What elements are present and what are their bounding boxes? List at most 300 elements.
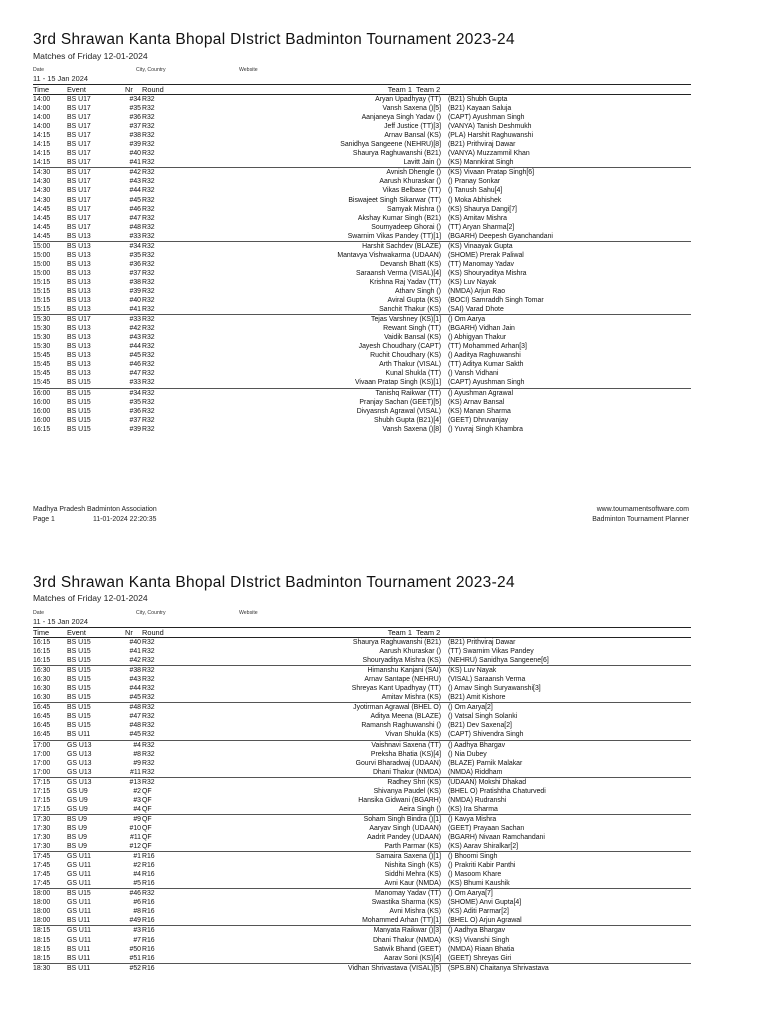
table-row bbox=[33, 665, 691, 675]
match-time: 14:30 bbox=[33, 196, 51, 204]
match-number: #39 bbox=[129, 141, 141, 149]
match-round: R32 bbox=[142, 278, 155, 286]
match-event: BS U13 bbox=[67, 343, 91, 351]
match-time: 14:30 bbox=[33, 169, 51, 177]
match-number: #47 bbox=[129, 370, 141, 378]
match-round: R32 bbox=[142, 196, 155, 204]
match-round: R32 bbox=[142, 759, 155, 767]
match-round: R32 bbox=[142, 214, 155, 222]
table-row bbox=[33, 416, 691, 425]
match-number: #4 bbox=[133, 871, 141, 879]
team-2-player: (KS) Amitav Mishra bbox=[448, 214, 507, 222]
match-event: BS U15 bbox=[67, 722, 91, 730]
team-2-player: (CAPT) Ayushman Singh bbox=[448, 114, 525, 122]
team-1-player: Saraansh Verma (VISAL)[4] bbox=[355, 269, 441, 277]
team-1-player: Shreyas Kant Upadhyay (TT) bbox=[351, 685, 441, 693]
table-row bbox=[33, 740, 691, 750]
team-2-player: () Vansh Vidhani bbox=[448, 370, 499, 378]
match-time: 14:00 bbox=[33, 96, 51, 103]
team-1-player: Avnish Dhengle () bbox=[386, 169, 441, 177]
match-time: 16:15 bbox=[33, 657, 51, 665]
match-number: #39 bbox=[129, 287, 141, 295]
match-event: BS U15 bbox=[67, 713, 91, 721]
match-time: 17:30 bbox=[33, 843, 51, 851]
table-row bbox=[33, 814, 691, 824]
match-time: 16:00 bbox=[33, 407, 51, 415]
team-2-player: (KS) Shaurya Dangi[7] bbox=[448, 205, 517, 213]
match-number: #3 bbox=[133, 796, 141, 804]
match-round: R32 bbox=[142, 416, 155, 424]
team-1-player: Soham Singh Bindra ()[1] bbox=[363, 815, 441, 823]
match-round: R32 bbox=[142, 722, 155, 730]
table-row bbox=[33, 425, 691, 434]
match-round: R32 bbox=[142, 114, 155, 122]
match-round: QF bbox=[142, 843, 152, 851]
match-time: 14:00 bbox=[33, 105, 51, 113]
match-round: R32 bbox=[142, 425, 155, 433]
team-1-player: Ramansh Raghuwanshi () bbox=[361, 722, 441, 730]
team-1-player: Vaishnavi Saxena (TT) bbox=[371, 741, 441, 749]
team-2-player: () Aadhya Bhargav bbox=[448, 927, 506, 935]
match-number: #43 bbox=[129, 676, 141, 684]
match-number: #44 bbox=[129, 187, 141, 195]
team-2-player: (KS) Arnav Bansal bbox=[448, 398, 505, 406]
team-1-player: Vaidik Bansal (KS) bbox=[384, 334, 441, 342]
team-2-player: (TT) Aryan Sharma[2] bbox=[448, 223, 515, 231]
table-row bbox=[33, 407, 691, 416]
match-event: BS U17 bbox=[67, 316, 91, 324]
match-time: 16:15 bbox=[33, 648, 51, 656]
table-row bbox=[33, 730, 691, 739]
match-time: 16:00 bbox=[33, 389, 51, 397]
table-row bbox=[33, 378, 691, 387]
match-round: R32 bbox=[142, 741, 155, 749]
team-1-player: Vivaan Pratap Singh (KS)[1] bbox=[354, 379, 441, 387]
match-number: #41 bbox=[129, 648, 141, 656]
match-round: R32 bbox=[142, 352, 155, 360]
table-row bbox=[33, 656, 691, 665]
table-row bbox=[33, 907, 691, 916]
match-round: R32 bbox=[142, 242, 155, 250]
team-1-player: Ruchit Choudhary (KS) bbox=[370, 352, 441, 360]
match-number: #48 bbox=[129, 704, 141, 712]
match-event: BS U9 bbox=[67, 815, 87, 823]
table-row bbox=[33, 638, 691, 647]
match-time: 14:00 bbox=[33, 123, 51, 131]
table-row bbox=[33, 342, 691, 351]
match-number: #40 bbox=[129, 150, 141, 158]
match-number: #3 bbox=[133, 927, 141, 935]
match-number: #45 bbox=[129, 196, 141, 204]
match-time: 16:30 bbox=[33, 685, 51, 693]
match-event: BS U13 bbox=[67, 251, 91, 259]
col-header-team1: Team 1 bbox=[387, 628, 412, 637]
table-row bbox=[33, 768, 691, 777]
match-round: R32 bbox=[142, 648, 155, 656]
match-number: #7 bbox=[133, 936, 141, 944]
match-time: 15:45 bbox=[33, 379, 51, 387]
match-number: #38 bbox=[129, 132, 141, 140]
table-row bbox=[33, 324, 691, 333]
match-time: 14:00 bbox=[33, 114, 51, 122]
table-row bbox=[33, 925, 691, 935]
match-round: R16 bbox=[142, 862, 155, 870]
team-1-player: Aryan Upadhyay (TT) bbox=[375, 96, 441, 103]
match-event: BS U13 bbox=[67, 232, 91, 240]
team-1-player: Krishna Raj Yadav (TT) bbox=[369, 278, 441, 286]
table-row bbox=[33, 693, 691, 702]
match-time: 16:00 bbox=[33, 416, 51, 424]
match-event: BS U15 bbox=[67, 676, 91, 684]
match-round: R32 bbox=[142, 361, 155, 369]
table-row bbox=[33, 131, 691, 140]
team-1-player: Aadrit Pandey (UDAAN) bbox=[367, 833, 441, 841]
match-round: R32 bbox=[142, 205, 155, 213]
match-time: 15:15 bbox=[33, 287, 51, 295]
team-1-player: Harshit Sachdev (BLAZE) bbox=[362, 242, 441, 250]
match-number: #13 bbox=[129, 778, 141, 786]
match-number: #5 bbox=[133, 880, 141, 888]
team-1-player: Dhani Thakur (NMDA) bbox=[372, 936, 441, 944]
team-2-player: (NMDA) Rudranshi bbox=[448, 796, 507, 804]
match-number: #34 bbox=[129, 242, 141, 250]
team-1-player: Pranjay Sachan (GEET)[5] bbox=[359, 398, 441, 406]
team-2-player: (B21) Dev Saxena[2] bbox=[448, 722, 512, 730]
match-round: R32 bbox=[142, 132, 155, 140]
team-2-player: (VISAL) Saraansh Verma bbox=[448, 676, 526, 684]
match-number: #11 bbox=[130, 833, 141, 841]
team-1-player: Mantavya Vishwakarma (UDAAN) bbox=[337, 251, 441, 259]
team-1-player: Akshay Kumar Singh (B21) bbox=[357, 214, 441, 222]
match-round: R32 bbox=[142, 260, 155, 268]
team-1-player: Soumyadeep Ghorai () bbox=[371, 223, 441, 231]
table-row bbox=[33, 369, 691, 378]
match-number: #44 bbox=[129, 343, 141, 351]
match-event: BS U17 bbox=[67, 178, 91, 186]
team-1-player: Shaurya Raghuwanshi (B21) bbox=[352, 639, 441, 646]
team-2-player: () Yuvraj Singh Khambra bbox=[448, 425, 523, 433]
team-1-player: Shubh Gupta (B21)[4] bbox=[373, 416, 441, 424]
match-event: BS U15 bbox=[67, 704, 91, 712]
team-1-player: Aarush Khuraskar () bbox=[379, 648, 441, 656]
team-2-player: () Om Aarya[2] bbox=[448, 704, 493, 712]
table-row bbox=[33, 702, 691, 712]
team-1-player: Lavitt Jain () bbox=[403, 159, 441, 167]
team-1-player: Arth Thakur (VISAL) bbox=[379, 361, 441, 369]
col-header-team2: Team 2 bbox=[416, 628, 441, 637]
match-number: #40 bbox=[129, 297, 141, 305]
team-1-player: Arnav Santape (NEHRU) bbox=[364, 676, 441, 684]
match-time: 17:30 bbox=[33, 815, 51, 823]
match-round: R16 bbox=[142, 853, 155, 861]
table-row bbox=[33, 232, 691, 241]
team-2-player: (B21) Prithviraj Dawar bbox=[448, 141, 516, 149]
table-row bbox=[33, 223, 691, 232]
table-row bbox=[33, 269, 691, 278]
match-number: #38 bbox=[129, 278, 141, 286]
match-table bbox=[33, 638, 691, 973]
team-1-player: Kunal Shukla (TT) bbox=[385, 370, 441, 378]
team-2-player: () Arnav Singh Suryawanshi[3] bbox=[448, 685, 541, 693]
match-time: 18:15 bbox=[33, 945, 51, 953]
team-2-player: (KS) Vinaayak Gupta bbox=[448, 242, 513, 250]
match-round: R32 bbox=[142, 657, 155, 665]
team-2-player: (SHOME) Anvi Gupta[4] bbox=[448, 899, 522, 907]
table-row bbox=[33, 278, 691, 287]
team-2-player: (KS) Aarav Shiralkar[2] bbox=[448, 843, 519, 851]
match-time: 17:15 bbox=[33, 778, 51, 786]
team-2-player: () Om Aarya[7] bbox=[448, 890, 493, 898]
team-1-player: Atharv Singh () bbox=[395, 287, 441, 295]
match-round: QF bbox=[142, 833, 152, 841]
match-round: R32 bbox=[142, 306, 155, 314]
match-round: R32 bbox=[142, 178, 155, 186]
match-event: BS U15 bbox=[67, 389, 91, 397]
match-round: R32 bbox=[142, 890, 155, 898]
team-2-player: (GEET) Shreyas Giri bbox=[448, 954, 512, 962]
match-round: R32 bbox=[142, 713, 155, 721]
footer-website[interactable]: www.tournamentsoftware.com bbox=[596, 506, 689, 513]
team-2-player: (BGARH) Vidhan Jain bbox=[448, 325, 515, 333]
match-event: BS U13 bbox=[67, 242, 91, 250]
match-time: 18:00 bbox=[33, 917, 51, 925]
match-round: R16 bbox=[142, 908, 155, 916]
team-2-player: (BOCI) Samraddh Singh Tomar bbox=[448, 297, 544, 305]
match-round: QF bbox=[142, 824, 152, 832]
match-event: BS U9 bbox=[67, 824, 87, 832]
team-1-player: Himanshu Kanjani (SAI) bbox=[367, 667, 441, 675]
match-event: BS U9 bbox=[67, 833, 87, 841]
team-2-player: () Vatsal Singh Solanki bbox=[448, 713, 518, 721]
team-1-player: Vikas Belbase (TT) bbox=[382, 187, 441, 195]
match-round: R32 bbox=[142, 269, 155, 277]
match-round: R32 bbox=[142, 639, 155, 646]
table-row bbox=[33, 647, 691, 656]
match-event: BS U15 bbox=[67, 694, 91, 702]
match-event: BS U13 bbox=[67, 297, 91, 305]
match-event: BS U13 bbox=[67, 287, 91, 295]
match-event: GS U13 bbox=[67, 750, 92, 758]
match-round: QF bbox=[142, 796, 152, 804]
match-time: 16:45 bbox=[33, 704, 51, 712]
match-event: BS U17 bbox=[67, 205, 91, 213]
match-event: BS U17 bbox=[67, 214, 91, 222]
matches-subtitle: Matches of Friday 12-01-2024 bbox=[33, 51, 148, 61]
match-number: #2 bbox=[133, 787, 141, 795]
match-time: 16:15 bbox=[33, 639, 51, 646]
team-1-player: Preksha Bhatia (KS)[4] bbox=[370, 750, 441, 758]
team-2-player: (GEET) Prayaan Sachan bbox=[448, 824, 525, 832]
table-row bbox=[33, 287, 691, 296]
match-event: BS U15 bbox=[67, 407, 91, 415]
match-time: 16:15 bbox=[33, 425, 51, 433]
match-number: #12 bbox=[129, 843, 141, 851]
match-event: GS U11 bbox=[67, 862, 91, 870]
match-number: #34 bbox=[129, 389, 141, 397]
table-row bbox=[33, 205, 691, 214]
team-1-player: Vansh Saxena ()[5] bbox=[382, 105, 441, 113]
team-2-player: (SAI) Varad Dhote bbox=[448, 306, 504, 314]
table-row bbox=[33, 360, 691, 369]
table-row bbox=[33, 398, 691, 407]
table-row bbox=[33, 870, 691, 879]
match-number: #42 bbox=[129, 657, 141, 665]
team-2-player: () Nia Dubey bbox=[448, 750, 487, 758]
table-row bbox=[33, 684, 691, 693]
match-event: BS U15 bbox=[67, 657, 91, 665]
match-number: #35 bbox=[129, 105, 141, 113]
team-1-player: Arnav Bansal (KS) bbox=[384, 132, 441, 140]
match-time: 18:15 bbox=[33, 954, 51, 962]
match-time: 15:00 bbox=[33, 242, 51, 250]
team-2-player: () Aadhya Bhargav bbox=[448, 741, 506, 749]
team-2-player: () Kavya Mishra bbox=[448, 815, 497, 823]
match-round: R32 bbox=[142, 123, 155, 131]
match-event: GS U13 bbox=[67, 778, 92, 786]
table-row bbox=[33, 963, 691, 973]
team-2-player: () Prakriti Kabir Panthi bbox=[448, 862, 516, 870]
col-header-event: Event bbox=[67, 628, 86, 637]
team-1-player: Gourvi Bharadwaj (UDAAN) bbox=[355, 759, 441, 767]
team-2-player: (B21) Kayaan Saluja bbox=[448, 105, 512, 113]
table-row bbox=[33, 861, 691, 870]
match-time: 16:30 bbox=[33, 667, 51, 675]
team-2-player: (BHEL O) Arjun Agrawal bbox=[448, 917, 522, 925]
col-header-time: Time bbox=[33, 628, 50, 637]
match-event: GS U11 bbox=[67, 927, 91, 935]
date-range: 11 - 15 Jan 2024 bbox=[33, 617, 88, 626]
match-event: BS U13 bbox=[67, 334, 91, 342]
match-number: #34 bbox=[129, 96, 141, 103]
col-header-round: Round bbox=[142, 628, 164, 637]
team-2-player: (PLA) Harshit Raghuwanshi bbox=[448, 132, 534, 140]
team-1-player: Swastika Sharma (KS) bbox=[371, 899, 441, 907]
match-number: #44 bbox=[129, 685, 141, 693]
match-event: GS U9 bbox=[67, 787, 88, 795]
team-2-player: () Masoom Khare bbox=[448, 871, 502, 879]
match-event: BS U13 bbox=[67, 269, 91, 277]
team-2-player: (KS) Mannkirat Singh bbox=[448, 159, 514, 167]
match-event: BS U15 bbox=[67, 667, 91, 675]
match-event: GS U13 bbox=[67, 741, 92, 749]
team-1-player: Aviral Gupta (KS) bbox=[387, 297, 441, 305]
team-1-player: Radhey Shri (KS) bbox=[387, 778, 441, 786]
table-row bbox=[33, 936, 691, 945]
match-round: R32 bbox=[142, 159, 155, 167]
match-number: #10 bbox=[129, 824, 141, 832]
table-row bbox=[33, 750, 691, 759]
table-row bbox=[33, 851, 691, 861]
team-1-player: Samaira Saxena ()[1] bbox=[375, 853, 441, 861]
match-event: GS U9 bbox=[67, 805, 88, 813]
match-time: 18:15 bbox=[33, 927, 51, 935]
match-time: 18:00 bbox=[33, 890, 51, 898]
match-time: 14:30 bbox=[33, 178, 51, 186]
table-row bbox=[33, 214, 691, 223]
team-1-player: Hansika Gidwani (BGARH) bbox=[358, 796, 441, 804]
match-number: #39 bbox=[129, 425, 141, 433]
match-event: BS U17 bbox=[67, 105, 91, 113]
match-time: 17:15 bbox=[33, 796, 51, 804]
table-row bbox=[33, 833, 691, 842]
tournament-title: 3rd Shrawan Kanta Bhopal DIstrict Badminton Tournament 2023-24 bbox=[33, 31, 515, 48]
team-2-player: (B21) Amit Kishore bbox=[448, 694, 506, 702]
match-event: BS U17 bbox=[67, 150, 91, 158]
table-row bbox=[33, 314, 691, 324]
meta-website-label: Website bbox=[239, 67, 258, 73]
team-1-player: Aditya Meena (BLAZE) bbox=[370, 713, 441, 721]
col-header-team1: Team 1 bbox=[387, 85, 412, 94]
match-number: #9 bbox=[133, 815, 141, 823]
table-row bbox=[33, 824, 691, 833]
match-event: BS U17 bbox=[67, 223, 91, 231]
team-1-player: Vivan Shukla (KS) bbox=[385, 731, 441, 739]
col-header-nr: Nr bbox=[125, 628, 133, 637]
table-row bbox=[33, 122, 691, 131]
match-time: 16:45 bbox=[33, 731, 51, 739]
match-round: R32 bbox=[142, 287, 155, 295]
match-time: 18:15 bbox=[33, 936, 51, 944]
team-2-player: (KS) Luv Nayak bbox=[448, 667, 497, 675]
match-event: BS U11 bbox=[67, 945, 91, 953]
match-time: 17:00 bbox=[33, 750, 51, 758]
col-header-nr: Nr bbox=[125, 85, 133, 94]
match-event: GS U13 bbox=[67, 768, 92, 776]
table-row bbox=[33, 879, 691, 888]
match-number: #2 bbox=[133, 862, 141, 870]
match-time: 18:30 bbox=[33, 964, 51, 972]
footer-timestamp: 11-01-2024 22:20:35 bbox=[93, 516, 157, 523]
match-event: BS U15 bbox=[67, 685, 91, 693]
table-row bbox=[33, 167, 691, 177]
match-event: BS U15 bbox=[67, 379, 91, 387]
match-time: 14:45 bbox=[33, 223, 51, 231]
match-time: 17:30 bbox=[33, 824, 51, 832]
team-1-player: Jeff Justice (TT)[3] bbox=[384, 123, 441, 131]
match-time: 15:45 bbox=[33, 352, 51, 360]
match-round: R32 bbox=[142, 750, 155, 758]
match-round: R32 bbox=[142, 141, 155, 149]
match-time: 16:30 bbox=[33, 676, 51, 684]
match-event: BS U15 bbox=[67, 416, 91, 424]
table-row bbox=[33, 241, 691, 251]
team-1-player: Rewant Singh (TT) bbox=[383, 325, 441, 333]
team-1-player: Aarav Soni (KS)[4] bbox=[383, 954, 441, 962]
table-row bbox=[33, 149, 691, 158]
team-1-player: Vidhan Shrivastava (VISAL)[5] bbox=[348, 964, 441, 972]
match-number: #43 bbox=[129, 178, 141, 186]
match-time: 16:45 bbox=[33, 722, 51, 730]
match-number: #51 bbox=[129, 954, 141, 962]
match-event: BS U13 bbox=[67, 306, 91, 314]
team-1-player: Swarnim Vikas Pandey (TT)[1] bbox=[347, 232, 441, 240]
match-time: 16:30 bbox=[33, 694, 51, 702]
match-number: #33 bbox=[129, 232, 141, 240]
table-row bbox=[33, 140, 691, 149]
match-number: #48 bbox=[129, 722, 141, 730]
table-row bbox=[33, 759, 691, 768]
match-round: R32 bbox=[142, 169, 155, 177]
match-time: 15:30 bbox=[33, 316, 51, 324]
match-number: #35 bbox=[129, 251, 141, 259]
team-2-player: (BGARH) Deepesh Gyanchandani bbox=[448, 232, 553, 240]
match-time: 14:15 bbox=[33, 150, 51, 158]
team-2-player: () Aaditya Raghuwanshi bbox=[448, 352, 521, 360]
team-1-player: Vansh Saxena ()[8] bbox=[382, 425, 441, 433]
footer-software: Badminton Tournament Planner bbox=[592, 516, 689, 523]
match-number: #33 bbox=[129, 379, 141, 387]
match-time: 14:15 bbox=[33, 132, 51, 140]
